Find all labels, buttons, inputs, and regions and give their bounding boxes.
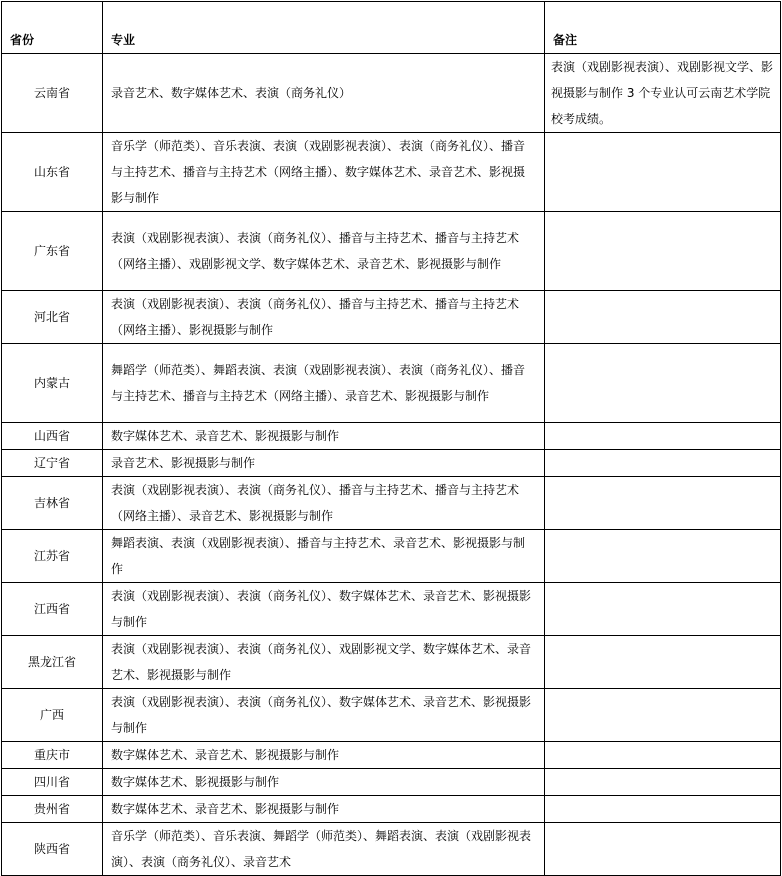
province-cell: 山东省 [2,133,103,212]
major-cell: 音乐学（师范类）、音乐表演、舞蹈学（师范类）、舞蹈表演、表演（戏剧影视表演）、表演（商务礼仪）、录音艺术 [103,823,545,876]
note-cell [545,212,781,291]
province-cell: 四川省 [2,769,103,796]
table-row [2,530,781,583]
note-cell [545,742,781,769]
table-row [2,583,781,636]
note-cell: 表演（戏剧影视表演）、戏剧影视文学、影视摄影与制作 3 个专业认可云南艺术学院校考成绩。 [545,54,781,133]
header-note: 备注 [545,2,781,54]
table-row [2,291,781,344]
major-cell: 舞蹈学（师范类）、舞蹈表演、表演（戏剧影视表演）、表演（商务礼仪）、播音与主持艺术、播音与主持艺术（网络主播）、录音艺术、影视摄影与制作 [103,344,545,423]
province-cell: 贵州省 [2,796,103,823]
province-cell: 江苏省 [2,530,103,583]
table-row [2,212,781,291]
note-cell [545,344,781,423]
major-cell: 表演（戏剧影视表演）、表演（商务礼仪）、播音与主持艺术、播音与主持艺术（网络主播）、录音艺术、影视摄影与制作 [103,477,545,530]
table-row [2,636,781,689]
major-cell: 数字媒体艺术、影视摄影与制作 [103,769,545,796]
province-cell: 山西省 [2,423,103,450]
table-row [2,477,781,530]
table-row [2,450,781,477]
province-cell: 云南省 [2,54,103,133]
table-row [2,823,781,876]
province-cell: 黑龙江省 [2,636,103,689]
table-row [2,796,781,823]
province-cell: 内蒙古 [2,344,103,423]
note-cell [545,291,781,344]
major-cell: 舞蹈表演、表演（戏剧影视表演）、播音与主持艺术、录音艺术、影视摄影与制作 [103,530,545,583]
province-major-table [1,1,781,876]
note-cell [545,636,781,689]
table-row [2,54,781,133]
major-cell: 录音艺术、影视摄影与制作 [103,450,545,477]
table-header-row [2,2,781,54]
note-cell [545,450,781,477]
province-cell: 重庆市 [2,742,103,769]
major-cell: 表演（戏剧影视表演）、表演（商务礼仪）、播音与主持艺术、播音与主持艺术（网络主播）、戏剧影视文学、数字媒体艺术、录音艺术、影视摄影与制作 [103,212,545,291]
header-province: 省份 [2,2,103,54]
major-cell: 表演（戏剧影视表演）、表演（商务礼仪）、播音与主持艺术、播音与主持艺术（网络主播）、影视摄影与制作 [103,291,545,344]
table-row [2,689,781,742]
major-cell: 表演（戏剧影视表演）、表演（商务礼仪）、戏剧影视文学、数字媒体艺术、录音艺术、影视摄影与制作 [103,636,545,689]
note-cell [545,823,781,876]
table-row [2,423,781,450]
province-cell: 吉林省 [2,477,103,530]
table-row [2,769,781,796]
province-cell: 广东省 [2,212,103,291]
major-cell: 音乐学（师范类）、音乐表演、表演（戏剧影视表演）、表演（商务礼仪）、播音与主持艺术、播音与主持艺术（网络主播）、数字媒体艺术、录音艺术、影视摄影与制作 [103,133,545,212]
note-cell [545,689,781,742]
major-cell: 数字媒体艺术、录音艺术、影视摄影与制作 [103,423,545,450]
major-cell: 表演（戏剧影视表演）、表演（商务礼仪）、数字媒体艺术、录音艺术、影视摄影与制作 [103,689,545,742]
major-cell: 数字媒体艺术、录音艺术、影视摄影与制作 [103,742,545,769]
province-cell: 广西 [2,689,103,742]
major-cell: 录音艺术、数字媒体艺术、表演（商务礼仪） [103,54,545,133]
note-cell [545,583,781,636]
province-cell: 辽宁省 [2,450,103,477]
note-cell [545,796,781,823]
major-cell: 数字媒体艺术、录音艺术、影视摄影与制作 [103,796,545,823]
province-cell: 河北省 [2,291,103,344]
table-row [2,742,781,769]
note-cell [545,530,781,583]
province-cell: 江西省 [2,583,103,636]
province-cell: 陕西省 [2,823,103,876]
note-cell [545,133,781,212]
table-row [2,344,781,423]
table-row [2,133,781,212]
major-cell: 表演（戏剧影视表演）、表演（商务礼仪）、数字媒体艺术、录音艺术、影视摄影与制作 [103,583,545,636]
header-major: 专业 [103,2,545,54]
note-cell [545,477,781,530]
note-cell [545,423,781,450]
note-cell [545,769,781,796]
